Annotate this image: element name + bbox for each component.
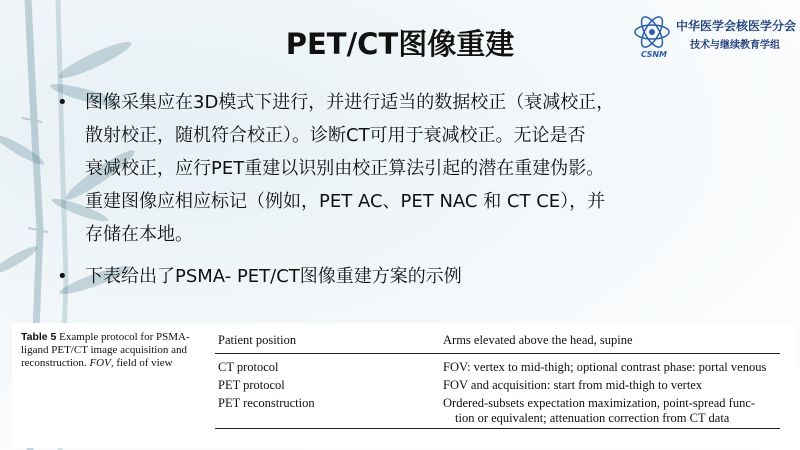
table-cell-value: FOV and acquisition: start from mid-thigh to vertex bbox=[443, 378, 703, 392]
bullet-line: 散射校正，随机符合校正）。诊断CT可用于衰减校正。无论是否 bbox=[85, 125, 586, 146]
table-cell-value bbox=[443, 396, 783, 426]
table-rule bbox=[215, 428, 780, 429]
logo-group-name: 技术与继续教育学组 bbox=[690, 40, 780, 51]
logo-org-name: 中华医学会核医学分会 bbox=[676, 19, 797, 33]
bullet-list bbox=[55, 86, 745, 293]
table-caption bbox=[21, 331, 201, 370]
bullet-line: 图像采集应在3D模式下进行，并进行适当的数据校正（衰减校正， bbox=[85, 92, 615, 113]
table-header-row bbox=[215, 327, 780, 353]
table-header-key: Patient position bbox=[218, 333, 297, 347]
table-cell-key: CT protocol bbox=[218, 360, 279, 374]
table-rule bbox=[215, 353, 780, 354]
bullet-line: 衰减校正，应行PET重建以识别由校正算法引起的潜在重建伪影。 bbox=[85, 158, 605, 179]
bullet-line: 下表给出了PSMA- PET/CT图像重建方案的示例 bbox=[85, 266, 462, 287]
bullet-dot-icon: • bbox=[57, 266, 68, 287]
bullet-dot-icon: • bbox=[57, 92, 68, 113]
bullet-line: 存储在本地。 bbox=[85, 224, 193, 245]
bullet-line: 重建图像应相应标记（例如，PET AC、PET NAC 和 CT CE），并 bbox=[85, 191, 606, 212]
table-cell-value: FOV: vertex to mid-thigh; optional contrast phase: portal venous bbox=[443, 360, 767, 374]
table-row bbox=[215, 376, 780, 394]
table-cell-line: tion or equivalent; attenuation correction from CT data bbox=[455, 411, 730, 425]
caption-abbr: FOV bbox=[89, 357, 111, 369]
caption-label: Table 5 bbox=[21, 331, 57, 343]
bullet-item bbox=[55, 260, 745, 293]
table-cell-key: PET protocol bbox=[218, 378, 285, 392]
protocol-table-figure bbox=[12, 323, 797, 448]
caption-abbr-text: , field of view bbox=[110, 357, 173, 369]
table-row bbox=[215, 358, 780, 376]
table-row bbox=[215, 394, 780, 428]
logo-mark: CSNM bbox=[641, 50, 668, 59]
bullet-item bbox=[55, 86, 745, 251]
caption-text: Example protocol for PSMA-ligand PET/CT image acquisition and reconstruction. bbox=[21, 331, 190, 369]
table-cell-key: PET reconstruction bbox=[218, 396, 315, 410]
table-cell-line: Ordered-subsets expectation maximization, point-spread func- bbox=[443, 396, 756, 410]
protocol-table bbox=[215, 327, 780, 429]
slide-title: PET/CT图像重建 bbox=[285, 27, 515, 61]
table-header-value: Arms elevated above the head, supine bbox=[443, 333, 633, 347]
